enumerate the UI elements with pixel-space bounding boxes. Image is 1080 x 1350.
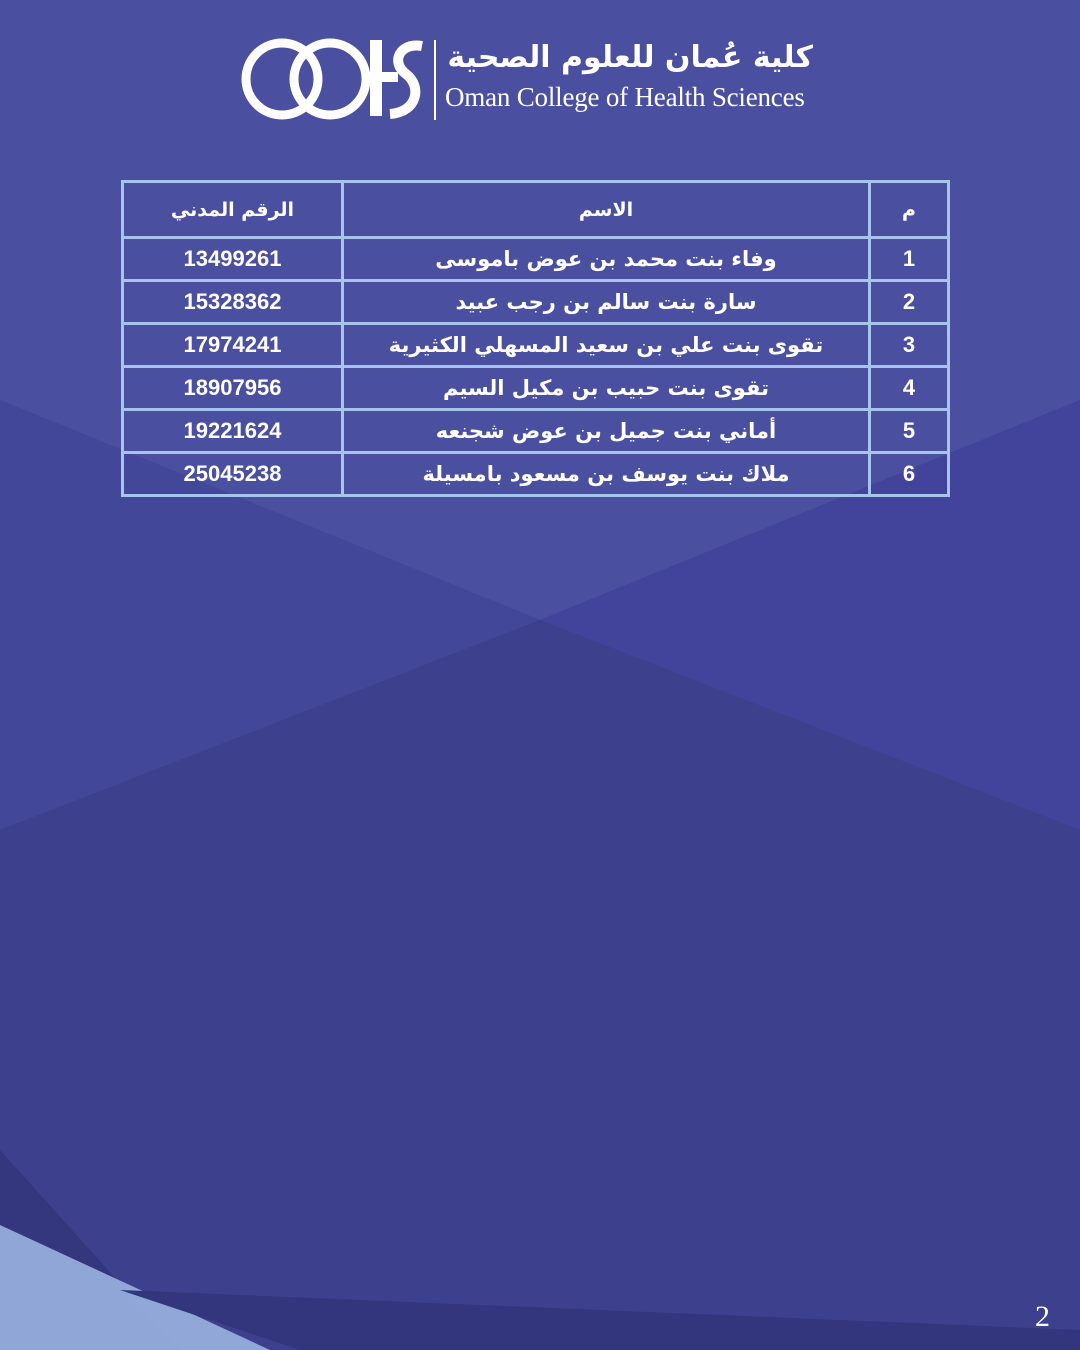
header-name: الاسم: [343, 182, 870, 238]
table-header-row: [123, 182, 949, 238]
row-index: 6: [870, 453, 949, 496]
college-logo: [240, 34, 820, 124]
row-name: سارة بنت سالم بن رجب عبيد: [343, 281, 870, 324]
row-civil-id: 13499261: [123, 238, 343, 281]
college-name-arabic: كلية عُمان للعلوم الصحية: [447, 40, 813, 75]
row-name: ملاك بنت يوسف بن مسعود بامسيلة: [343, 453, 870, 496]
students-table: [121, 180, 950, 497]
row-index: 3: [870, 324, 949, 367]
row-index: 5: [870, 410, 949, 453]
college-name-english: Oman College of Health Sciences: [445, 82, 805, 112]
table-row: [123, 238, 949, 281]
row-civil-id: 19221624: [123, 410, 343, 453]
row-name: تقوى بنت علي بن سعيد المسهلي الكثيرية: [343, 324, 870, 367]
table-row: [123, 281, 949, 324]
row-index: 1: [870, 238, 949, 281]
row-name: أماني بنت جميل بن عوض شجنعه: [343, 410, 870, 453]
row-name: وفاء بنت محمد بن عوض باموسى: [343, 238, 870, 281]
row-index: 4: [870, 367, 949, 410]
table-row: [123, 410, 949, 453]
row-civil-id: 18907956: [123, 367, 343, 410]
table-row: [123, 367, 949, 410]
page-number: 2: [1035, 1300, 1050, 1333]
row-civil-id: 25045238: [123, 453, 343, 496]
row-civil-id: 17974241: [123, 324, 343, 367]
table-row: [123, 324, 949, 367]
table-row: [123, 453, 949, 496]
header-civil-id: الرقم المدني: [123, 182, 343, 238]
row-civil-id: 15328362: [123, 281, 343, 324]
ochs-logo-mark: [240, 34, 440, 124]
row-name: تقوى بنت حبيب بن مكيل السيم: [343, 367, 870, 410]
row-index: 2: [870, 281, 949, 324]
header-index: م: [870, 182, 949, 238]
